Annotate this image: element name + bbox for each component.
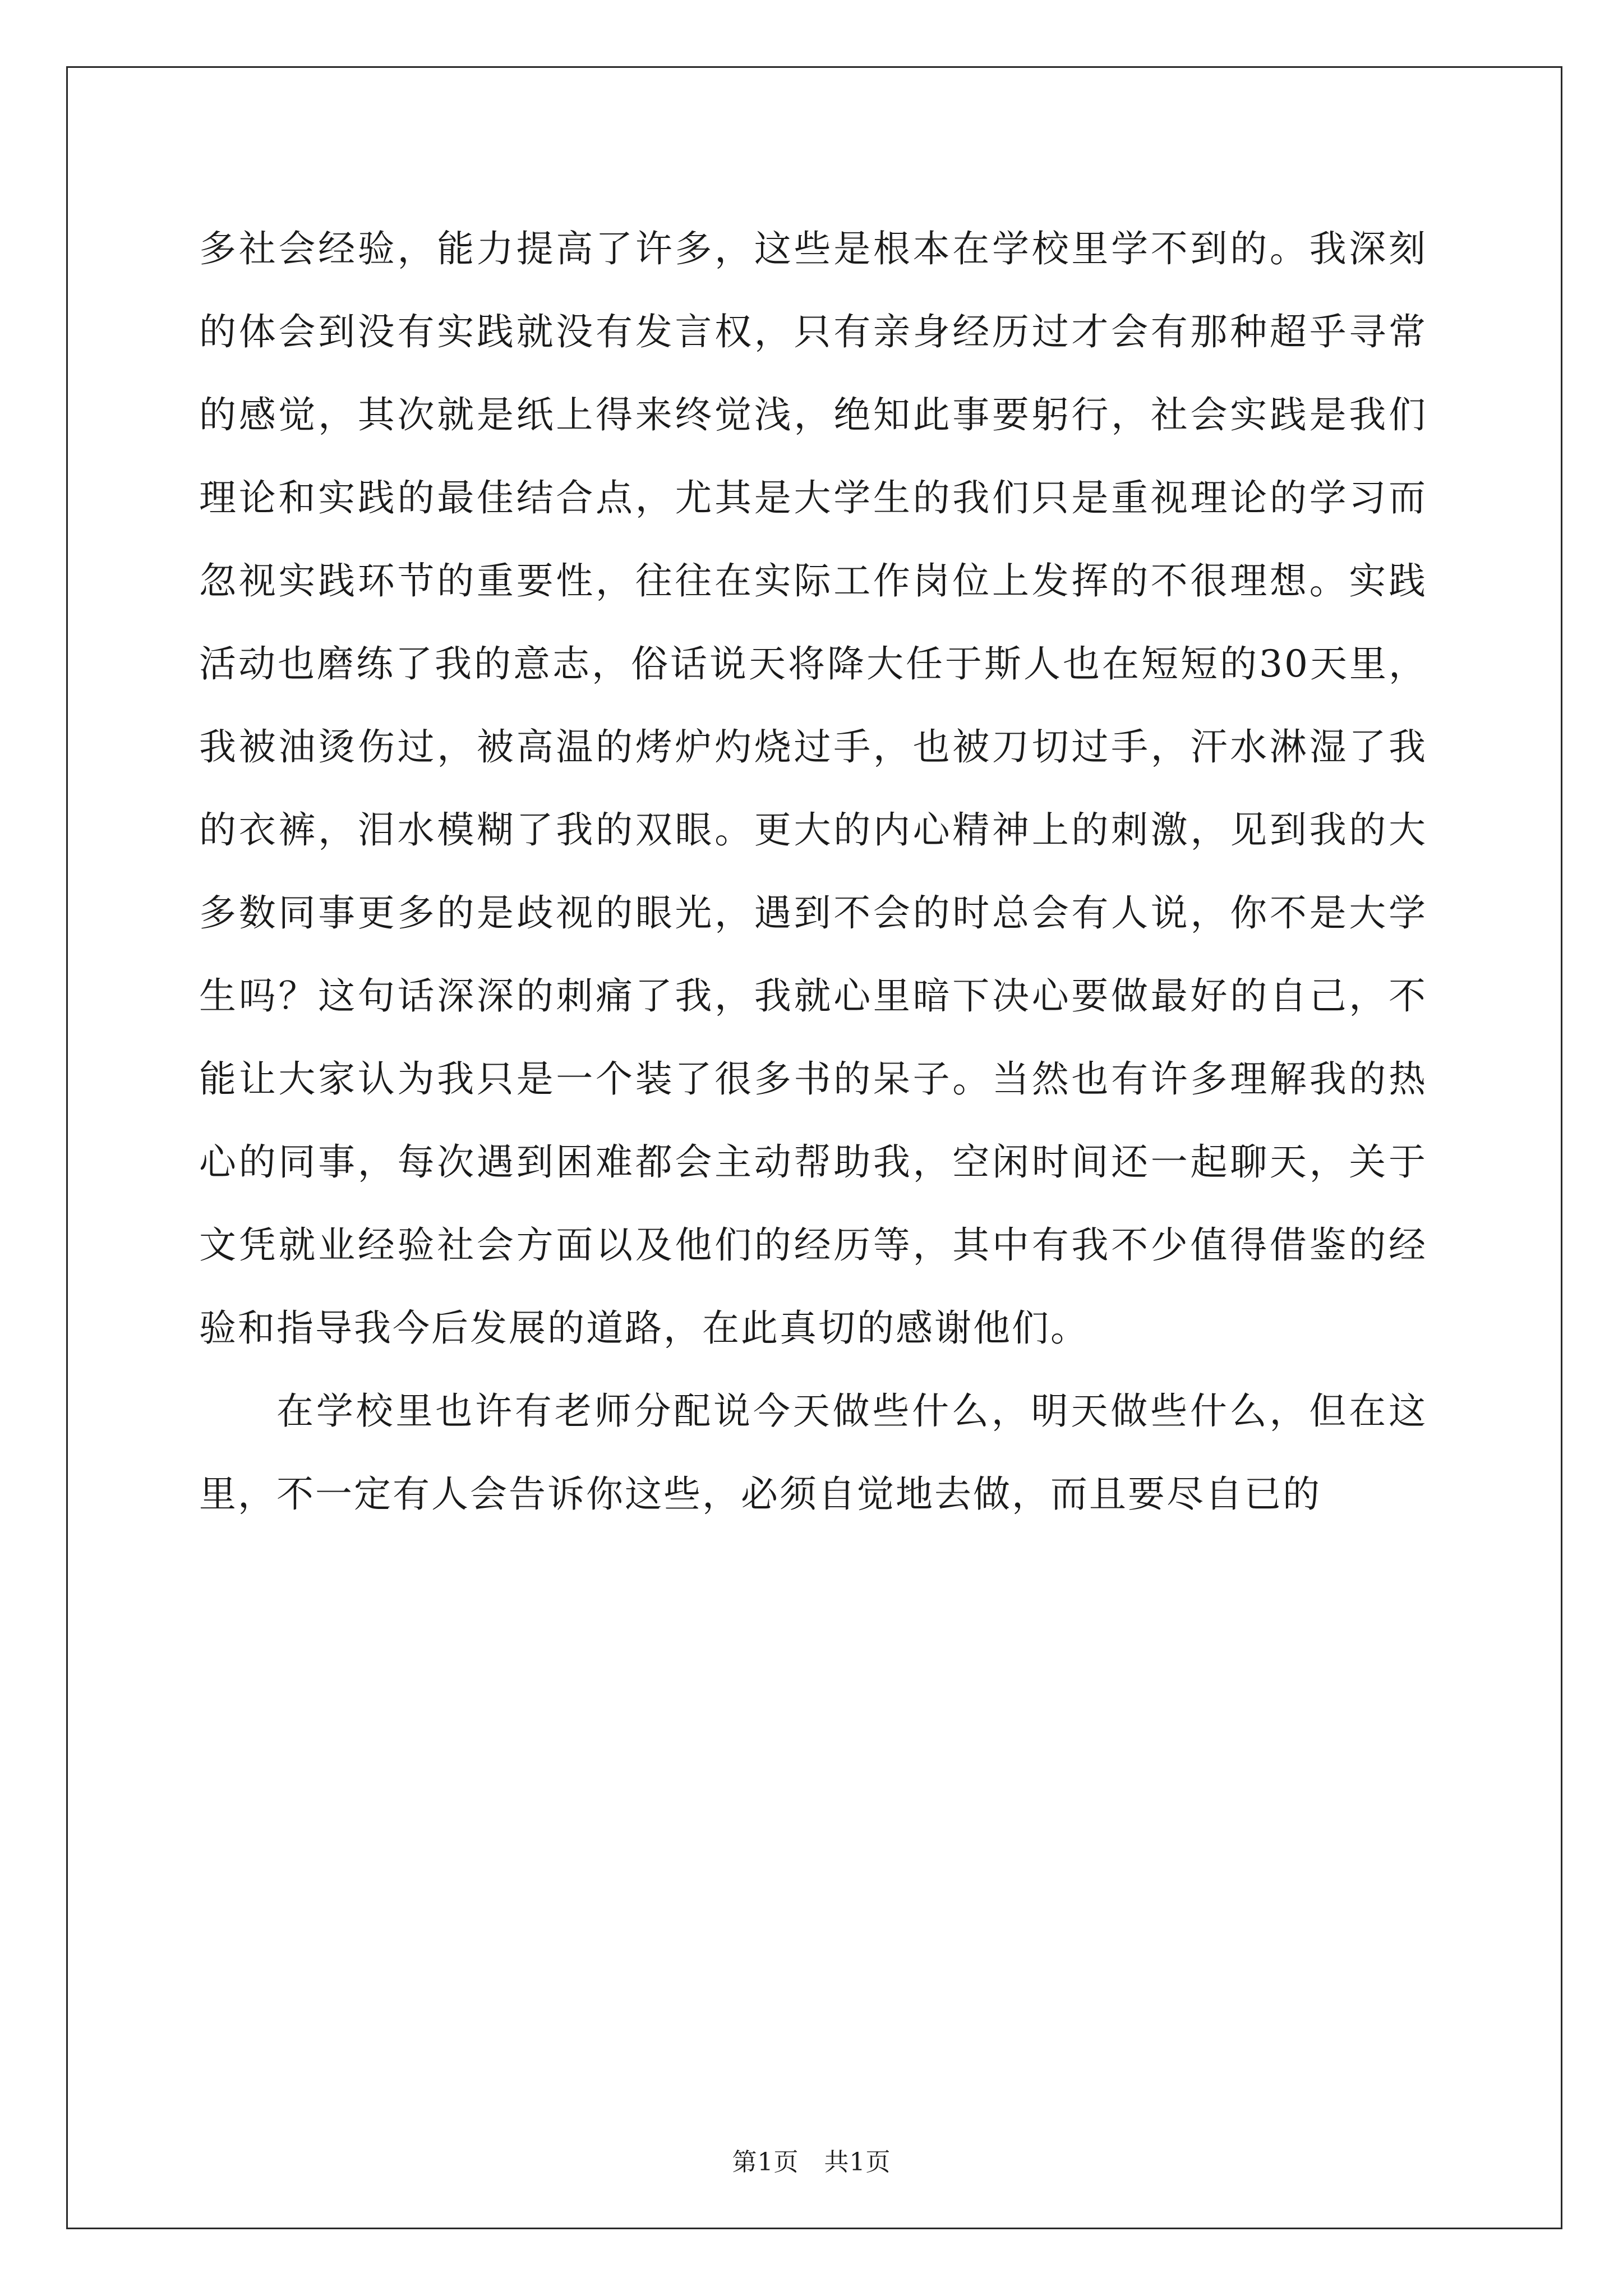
- page-number-footer: 第1页 共1页: [732, 2148, 891, 2177]
- paragraph-2: 在学校里也许有老师分配说今天做些什么，明天做些什么，但在这里，不一定有人会告诉你这些，必须自觉地去做，而且要尽自已的: [199, 1389, 1427, 1516]
- paragraph-1: 多社会经验，能力提高了许多，这些是根本在学校里学不到的。我深刻的体会到没有实践就没有发言权，只有亲身经历过才会有那种超乎寻常的感觉，其次就是纸上得来终觉浅，绝知此事要躬行，社会实践是我们理论和实践的最佳结合点，尤其是大学生的我们只是重视理论的学习而忽视实践环节的重要性，往往在实际工作岗位上发挥的不很理想。实践活动也磨练了我的意志，俗话说天将降大任于斯人也在短短的30天里，我被油烫伤过，被高温的烤炉灼烧过手，也被刀切过手，汗水淋湿了我的衣裤，泪水模糊了我的双眼。更大的内心精神上的刺激，见到我的大多数同事更多的是歧视的眼光，遇到不会的时总会有人说，你不是大学生吗？这句话深深的刺痛了我，我就心里暗下决心要做最好的自己，不能让大家认为我只是一个装了很多书的呆子。当然也有许多理解我的热心的同事，每次遇到困难都会主动帮助我，空闲时间还一起聊天，关于文凭就业经验社会方面以及他们的经历等，其中有我不少值得借鉴的经验和指导我今后发展的道路，在此真切的感谢他们。: [199, 227, 1427, 1350]
- document-body: [199, 208, 1427, 1536]
